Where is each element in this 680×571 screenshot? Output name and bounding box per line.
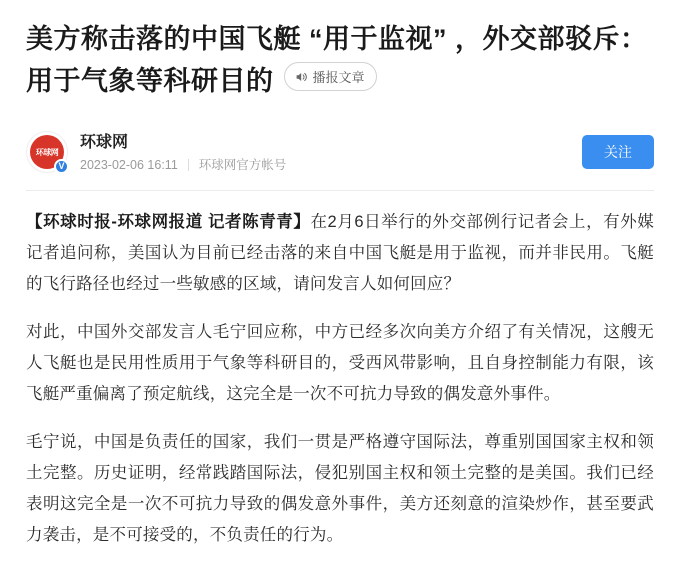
source-name[interactable]: 环球网 <box>80 133 129 151</box>
paragraph-text: 毛宁说，中国是负责任的国家，我们一贯是严格遵守国际法，尊重别国国家主权和领土完整。历史证明，经常践踏国际法，侵犯别国主权和领土完整的是美国。我们已经表明这完全是一次不可抗力导致的偶发意外事件，美方还刻意的渲染炒作，甚至要武力袭击，是不可接受的，不负责任的行为。 <box>26 433 654 544</box>
byline <box>26 128 654 176</box>
byline-text <box>80 132 582 173</box>
article-body <box>26 207 654 551</box>
paragraph <box>26 207 654 300</box>
meta-divider <box>188 159 189 171</box>
verified-badge-icon: V <box>54 159 69 174</box>
meta-row <box>80 157 582 173</box>
paragraph-lead: 【环球时报-环球网报道 记者陈青青】 <box>26 213 311 231</box>
avatar[interactable] <box>26 131 68 173</box>
paragraph <box>26 427 654 551</box>
publish-timestamp: 2023-02-06 16:11 <box>80 157 178 172</box>
headline-block <box>26 18 654 102</box>
paragraph-text: 在2月6日举行的外交部例行记者会上，有外媒记者追问称，美国认为目前已经击落的来自中国飞艇是用于监视，而并非民用。飞艇的飞行路径也经过一些敏感的区域，请问发言人如何回应？ <box>26 213 654 293</box>
paragraph-text: 对此，中国外交部发言人毛宁回应称，中方已经多次向美方介绍了有关情况，这艘无人飞艇也是民用性质用于气象等科研目的，受西风带影响，且自身控制能力有限，该飞艇严重偏离了预定航线，这完全是一次不可抗力导致的偶发意外事件。 <box>26 323 654 403</box>
speaker-icon <box>294 70 308 84</box>
page-title: 美方称击落的中国飞艇 “用于监视” ，外交部驳斥：用于气象等科研目的 <box>26 24 648 96</box>
paragraph <box>26 317 654 410</box>
header-divider <box>26 190 654 191</box>
avatar-logo-label: 环球网 <box>30 135 64 169</box>
play-audio-label: 播报文章 <box>312 69 365 85</box>
account-type: 环球网官方帐号 <box>198 157 287 172</box>
play-audio-button[interactable] <box>284 62 377 91</box>
follow-button[interactable]: 关注 <box>582 135 654 169</box>
